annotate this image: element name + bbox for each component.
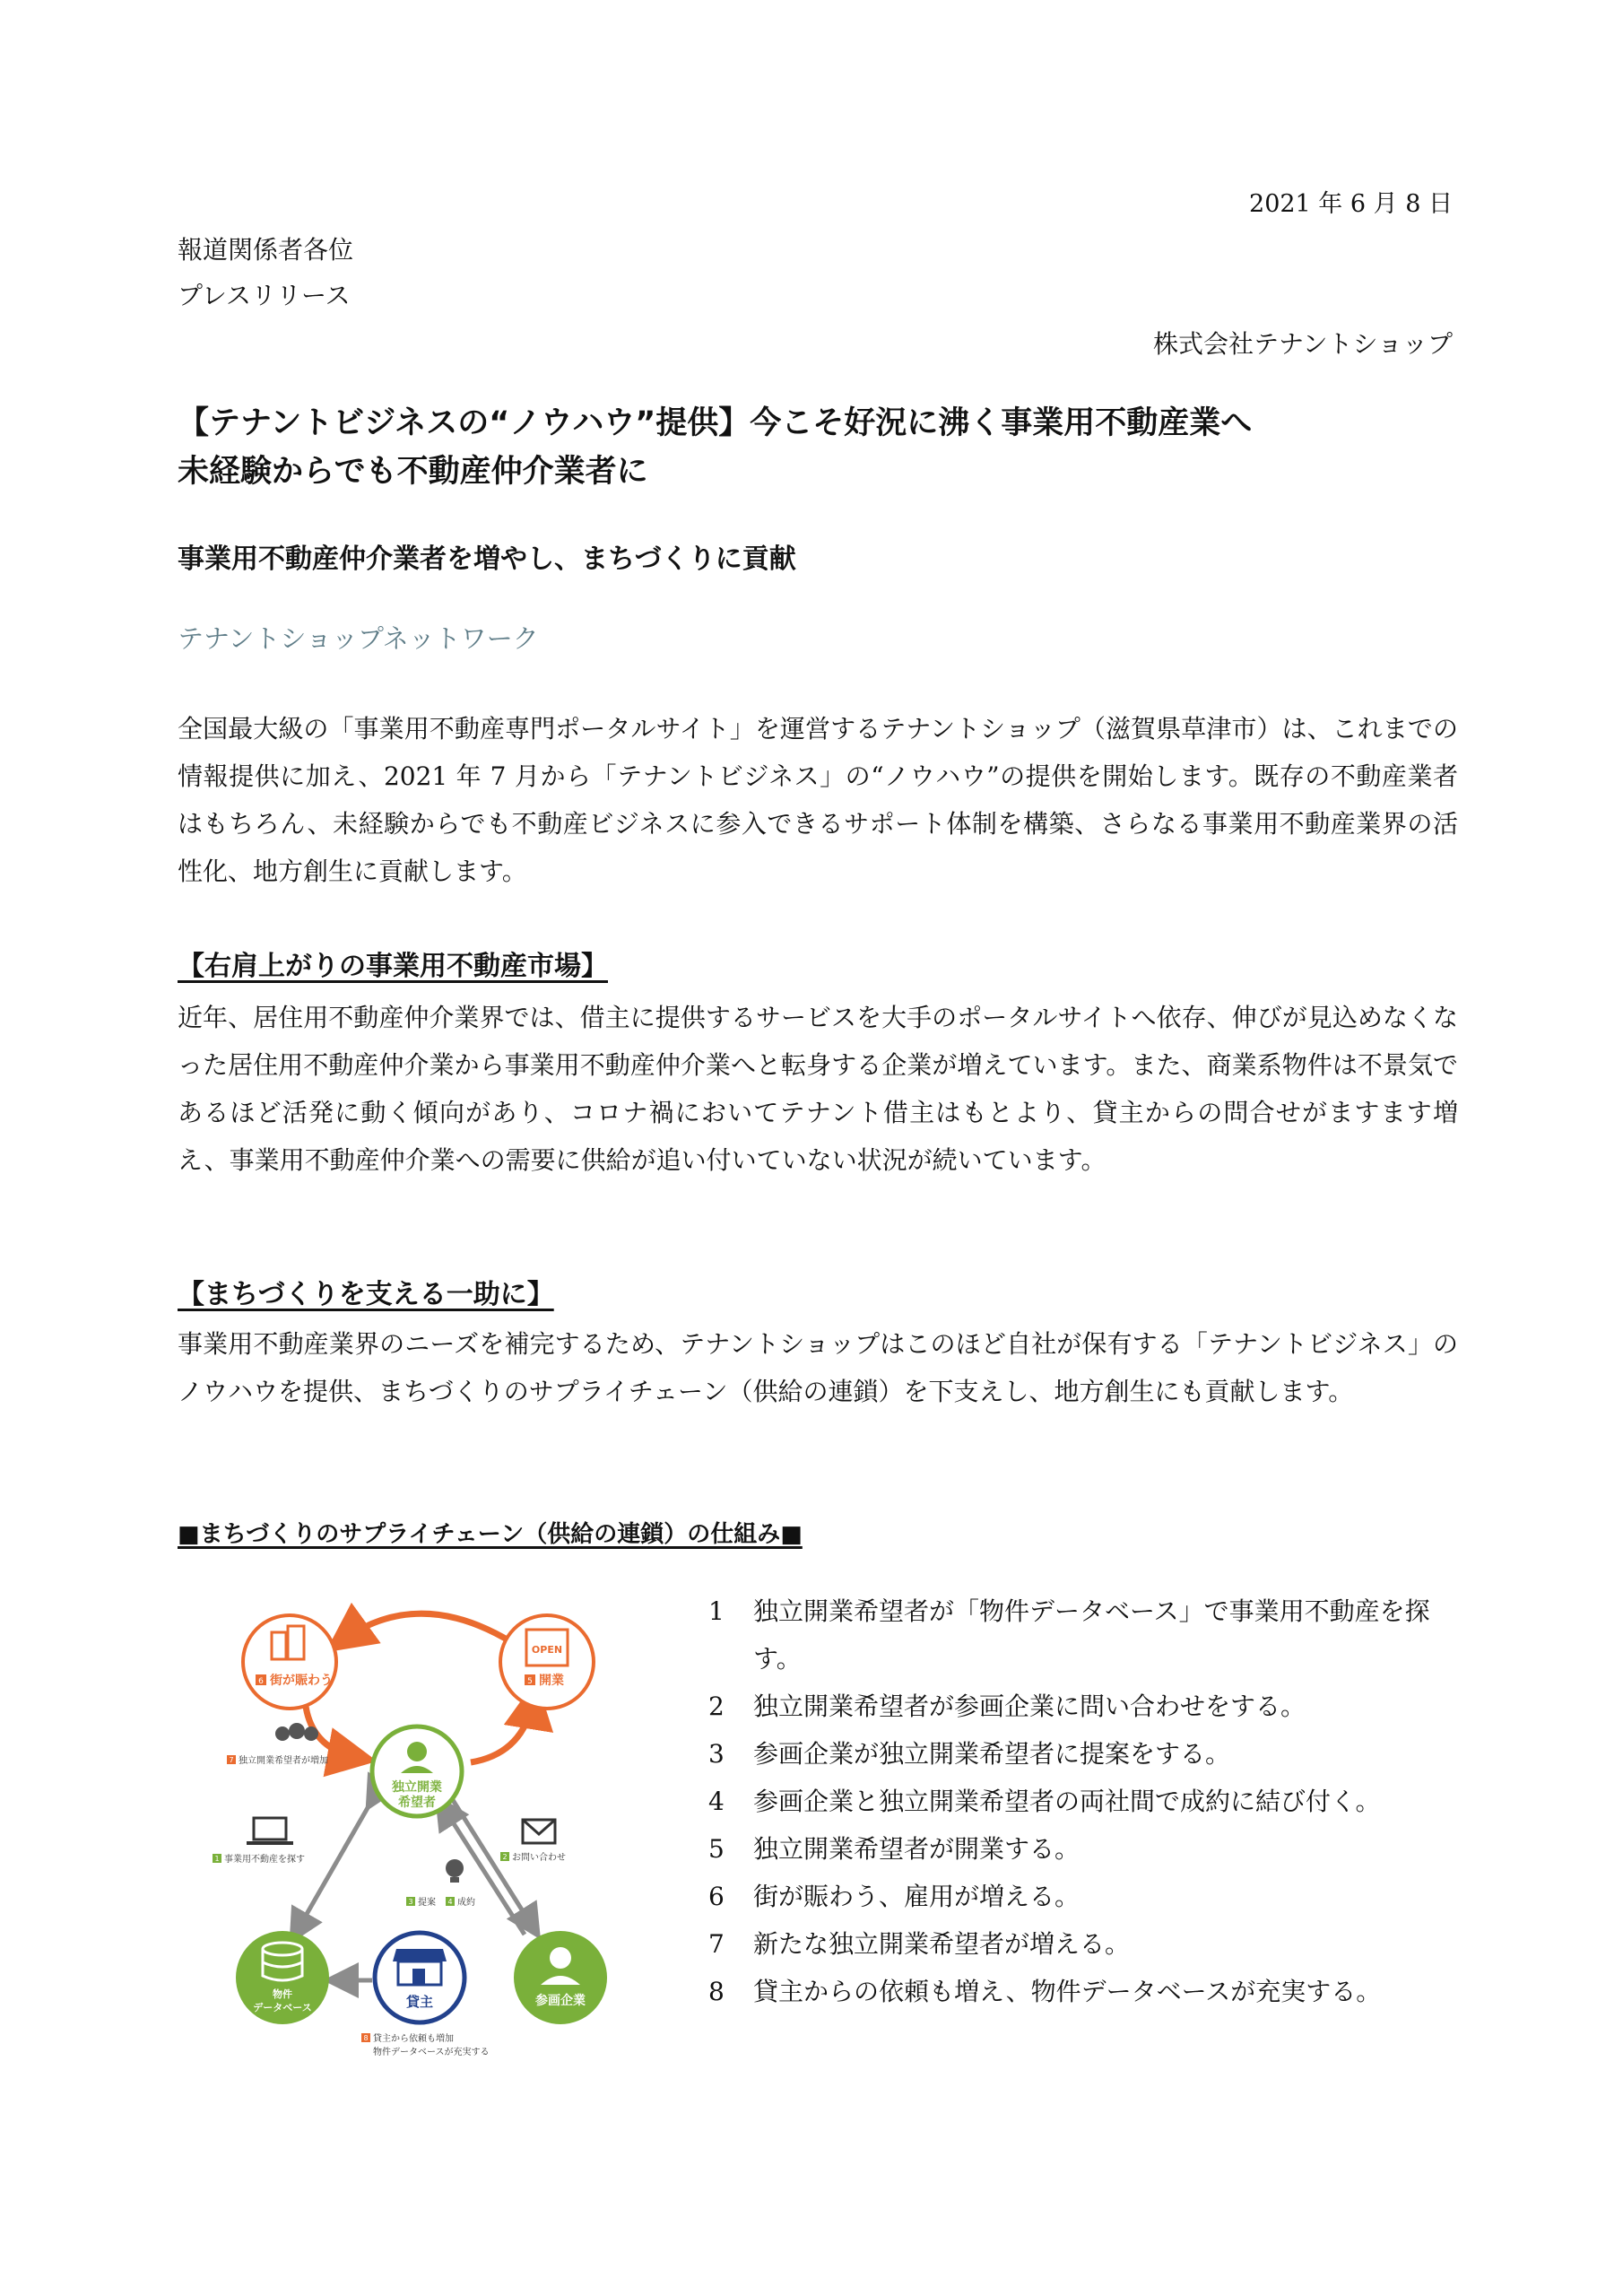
town-node [243, 1615, 336, 1709]
annotation-inquiry [500, 1820, 566, 1863]
step-text: 独立開業希望者が「物件データベース」で事業用不動産を探す。 [753, 1596, 1430, 1674]
headline [178, 399, 1451, 496]
step-number: 1 [708, 1596, 725, 1626]
step-text: 新たな独立開業希望者が増える。 [753, 1929, 1131, 1959]
landlord-request-line1: 貸主から依頼も増加 [373, 2034, 454, 2044]
contract-text: 成約 [457, 1898, 475, 1908]
headline-line-2: 未経験からでも不動産仲介業者に [178, 454, 648, 490]
open-sign: OPEN [531, 1644, 563, 1656]
list-item [708, 1873, 1444, 1920]
headline-line-1: 【テナントビジネスの“ノウハウ”提供】今こそ好況に沸く事業用不動産業へ [178, 405, 1253, 441]
steps-list [708, 1587, 1444, 2015]
step-number: 2 [708, 1692, 725, 1721]
company-node [514, 1931, 607, 2024]
list-item [708, 1920, 1444, 1968]
release-date: 2021 年 6 月 8 日 [1249, 190, 1453, 218]
supply-chain-diagram [211, 1592, 641, 2076]
applicant-line1: 独立開業 [392, 1780, 442, 1795]
landlord-request-line2: 物件データベースが充実する [373, 2048, 490, 2057]
step-text: 独立開業希望者が開業する。 [753, 1834, 1081, 1864]
step-text: 貸主からの依頼も増え、物件データベースが充実する。 [753, 1977, 1382, 2006]
search-text: 事業用不動産を探す [224, 1855, 305, 1865]
arrow-open-to-town [341, 1613, 520, 1648]
step-number: 3 [708, 1739, 725, 1769]
step-text: 参画企業と独立開業希望者の両社間で成約に結び付く。 [753, 1787, 1381, 1816]
proposal-num: 3 [408, 1898, 413, 1906]
applicant-node [372, 1726, 462, 1816]
step-number: 6 [708, 1882, 725, 1911]
open-num: 5 [527, 1677, 533, 1686]
company-label: 参画企業 [535, 1994, 586, 2008]
section-body-market: 近年、居住用不動産仲介業界では、借主に提供するサービスを大手のポータルサイトへ依存、伸びが見込めなくなった居住用不動産仲介業から事業用不動産仲介業へと転身する企業が増えています。また、商業系物件は不景気であるほど活発に動く傾向があり、コロナ禍においてテナント借主はもとより、貸主からの問合せがますます増え、事業用不動産仲介業への需要に供給が追い付いていない状況が続いています。 [178, 1003, 1458, 1175]
proposal-text: 提案 [418, 1898, 436, 1908]
arrow-applicant-database [296, 1800, 372, 1933]
step-text: 参画企業が独立開業希望者に提案をする。 [753, 1739, 1231, 1769]
list-item [708, 1968, 1444, 2015]
intro-paragraph: 全国最大級の「事業用不動産専門ポータルサイト」を運営するテナントショップ（滋賀県草津市）は、これまでの情報提供に加え、2021 年 7 月から「テナントビジネス」の“ノウハウ”の提供を開始します。既存の不動産業者はもちろん、未経験からでも不動産ビジネスに参入できるサポート体制を構築、さらなる事業用不動産業界の活性化、地方創生に貢献します。 [178, 714, 1458, 886]
town-num: 6 [258, 1677, 264, 1686]
step-text: 独立開業希望者が参画企業に問い合わせをする。 [753, 1692, 1306, 1721]
inquiry-num: 2 [502, 1853, 508, 1861]
release-type: プレスリリース [178, 281, 351, 310]
list-item [708, 1683, 1444, 1730]
open-label: 開業 [539, 1674, 564, 1688]
database-line1: 物件 [273, 1988, 292, 2000]
list-item [708, 1778, 1444, 1825]
step-number: 8 [708, 1977, 725, 2006]
annotation-landlord-request [361, 2032, 490, 2057]
applicant-line2: 希望者 [398, 1796, 436, 1810]
list-item [708, 1730, 1444, 1778]
landlord-node [375, 1933, 464, 2022]
annotation-proposal-contract [406, 1859, 475, 1908]
more-applicants-num: 7 [229, 1756, 234, 1764]
diagram-title: ■まちづくりのサプライチェーン（供給の連鎖）の仕組み■ [178, 1521, 803, 1548]
inquiry-text: お問い合わせ [512, 1853, 566, 1863]
subheadline: 事業用不動産仲介業者を増やし、まちづくりに貢献 [178, 544, 796, 575]
list-item [708, 1825, 1444, 1873]
step-number: 7 [708, 1929, 725, 1959]
step-number: 4 [708, 1787, 725, 1816]
section-body-community: 事業用不動産業界のニーズを補完するため、テナントショップはこのほど自社が保有する「テナントビジネス」のノウハウを提供、まちづくりのサプライチェーン（供給の連鎖）を下支えし、地方創生にも貢献します。 [178, 1329, 1458, 1406]
database-line2: データベース [253, 2002, 312, 2013]
company-name: 株式会社テナントショップ [1152, 329, 1453, 359]
database-node [236, 1931, 329, 2024]
section-heading-community: 【まちづくりを支える一助に】 [178, 1279, 554, 1310]
contract-num: 4 [447, 1898, 453, 1906]
landlord-label: 貸主 [405, 1994, 434, 2010]
network-name: テナントショップネットワーク [178, 623, 539, 654]
search-num: 1 [214, 1855, 220, 1863]
section-heading-market: 【右肩上がりの事業用不動産市場】 [178, 951, 608, 982]
step-text: 街が賑わう、雇用が増える。 [753, 1882, 1081, 1911]
list-item [708, 1587, 1444, 1683]
landlord-request-num: 8 [363, 2034, 369, 2042]
town-label: 街が賑わう [270, 1674, 333, 1688]
step-number: 5 [708, 1834, 725, 1864]
arrow-applicant-to-open [471, 1698, 534, 1762]
annotation-more-applicants [227, 1723, 328, 1766]
annotation-search [213, 1818, 305, 1865]
recipient-line: 報道関係者各位 [178, 235, 354, 265]
open-node [500, 1615, 594, 1709]
more-applicants-text: 独立開業希望者が増加 [239, 1756, 328, 1766]
